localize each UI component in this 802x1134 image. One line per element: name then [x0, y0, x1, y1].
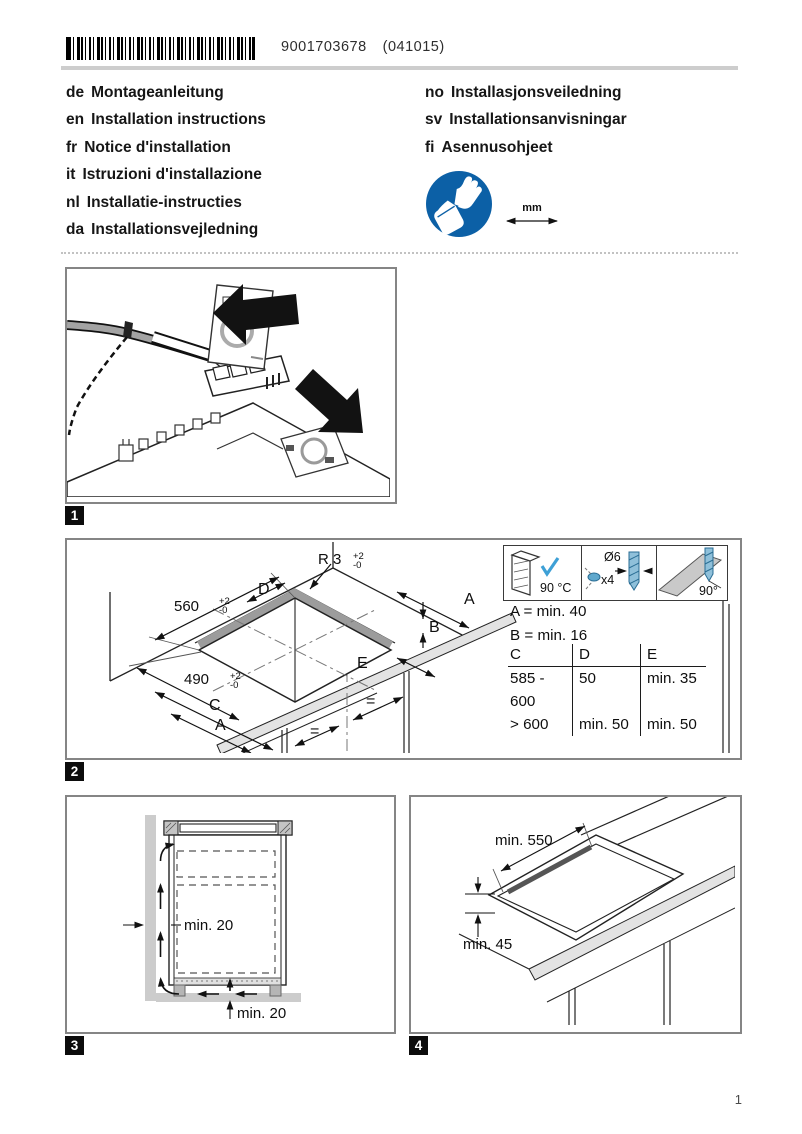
striped-cord [69, 337, 127, 435]
letter-a-bottom: A [215, 717, 226, 734]
temp-label: 90 °C [540, 581, 572, 595]
table-cell: > 600 [510, 716, 549, 733]
letter-d: D [258, 581, 270, 598]
svg-text:+2: +2 [230, 671, 241, 682]
figure-3 [65, 795, 396, 1034]
svg-text:-0: -0 [353, 560, 362, 571]
wall [145, 815, 156, 1001]
lang-line-no: no Installasjonsveiledning [425, 84, 622, 101]
lang-line-sv: sv Installationsanvisningar [425, 111, 627, 129]
lang-line-fi: fi Asennusohjeet [425, 138, 553, 156]
figure-4 [409, 795, 742, 1034]
dim-560: 560 [174, 598, 200, 615]
table-header-c: C [508, 644, 572, 667]
mm-label: mm [522, 202, 542, 214]
figure-1-label: 1 [65, 506, 84, 525]
figure-3-label: 3 [65, 1036, 84, 1055]
figure-2 [65, 538, 742, 760]
hole-count-label: x4 [601, 573, 615, 587]
table-header-e: E [640, 644, 706, 667]
equal-sign-2: = [366, 693, 376, 710]
lang-line-it: it Istruzioni d'installazione [66, 166, 262, 184]
table-cell: 585 - 600 [510, 670, 545, 710]
note-a: A = min. 40 [510, 603, 587, 620]
protective-gloves-icon [424, 169, 494, 239]
mm-scale [500, 200, 564, 228]
figure-2-label: 2 [65, 762, 84, 781]
cabinet-cross-section [169, 835, 286, 996]
table-cell: min. 50 [572, 713, 640, 736]
clearance-notes [510, 600, 587, 648]
letter-a-top: A [464, 591, 475, 608]
figure-1-drawing [67, 269, 390, 497]
install-conditions-panel [503, 545, 728, 601]
lang-line-nl: nl Installatie-instructies [66, 193, 242, 211]
side-clearance-label: min. 20 [184, 917, 234, 934]
hob-top-view [489, 835, 683, 940]
document-number [281, 39, 445, 55]
letter-e: E [357, 655, 368, 672]
table-header-d: D [572, 644, 640, 667]
bottom-clearance-label: min. 20 [237, 1005, 287, 1022]
figure-3-drawing [67, 797, 389, 1027]
worktop-depth-label: min. 550 [495, 832, 553, 849]
letter-b: B [429, 619, 440, 636]
language-list-right [425, 79, 627, 161]
figure-4-drawing [411, 797, 735, 1027]
table-cell: min. 50 [640, 713, 706, 736]
hob-cross-section [164, 821, 292, 835]
svg-text:+2: +2 [219, 596, 230, 607]
barcode [66, 37, 255, 60]
panel-cell-drill-hole [581, 546, 656, 600]
dim-490: 490 [184, 671, 210, 688]
letter-c: C [209, 697, 221, 714]
dim-radius: R 3 [318, 551, 342, 568]
note-b: B = min. 16 [510, 627, 588, 644]
table-cell: min. 35 [640, 667, 706, 713]
language-list-left [66, 79, 266, 243]
table-cell: 50 [572, 667, 640, 713]
doc-number-value: 9001703678 [281, 39, 367, 55]
dimension-table [508, 644, 706, 736]
hole-diameter-label: Ø6 [604, 550, 621, 564]
page-number: 1 [734, 1092, 742, 1107]
drill-angle-label: 90° [699, 584, 718, 598]
lang-line-en: en Installation instructions [66, 111, 266, 129]
panel-cell-temperature [504, 546, 581, 600]
svg-text:+2: +2 [353, 551, 364, 562]
hole-icon [588, 573, 600, 581]
section-divider [61, 252, 738, 254]
svg-text:-0: -0 [230, 680, 239, 691]
front-clearance-label: min. 45 [463, 936, 513, 953]
check-icon [542, 558, 558, 574]
figure-4-label: 4 [409, 1036, 428, 1055]
doc-number-suffix: (041015) [382, 39, 445, 55]
lang-line-de: de Montageanleitung [66, 84, 224, 101]
svg-text:-0: -0 [219, 605, 228, 616]
lang-line-da: da Installationsvejledning [66, 221, 259, 239]
lang-line-fr: fr Notice d'installation [66, 138, 231, 156]
arrow-down-icon [295, 369, 363, 433]
panel-cell-drill-angle [656, 546, 726, 600]
figure-1 [65, 267, 397, 504]
header-divider [61, 66, 738, 70]
equal-sign-1: = [310, 723, 320, 740]
